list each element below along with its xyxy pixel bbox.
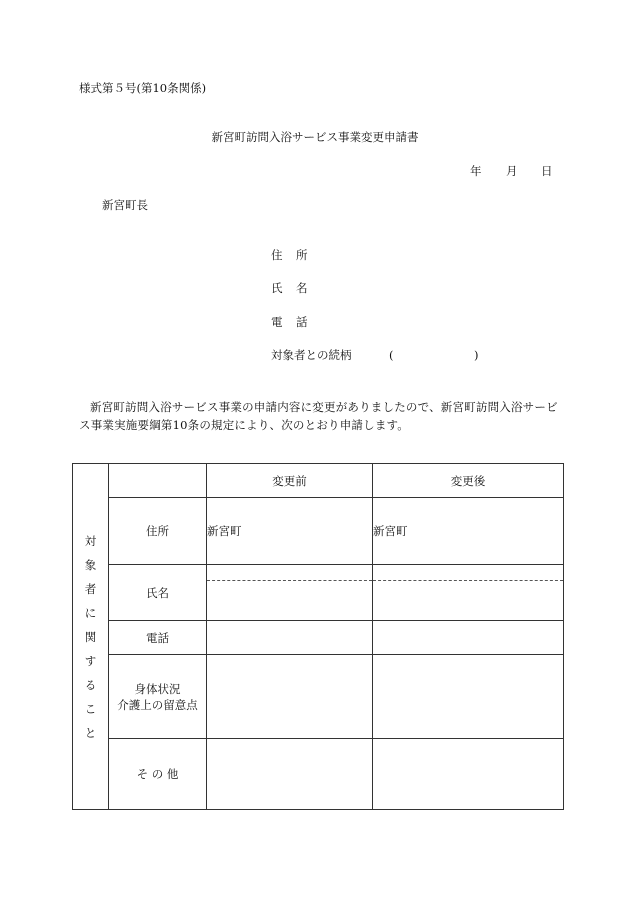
section-label-char: 象 [84, 557, 97, 572]
address-after-field[interactable]: 新宮町 [373, 498, 564, 565]
applicant-address-label: 住 所 [271, 248, 309, 262]
section-label-char: る [84, 677, 97, 692]
change-form-table [72, 463, 564, 810]
section-label-char: 対 [84, 533, 97, 548]
table-row-name-kana [73, 565, 564, 581]
addressee: 新宮町長 [102, 198, 148, 212]
relation-paren-open: ( [389, 348, 394, 362]
other-before-field[interactable] [207, 739, 373, 810]
row-label-condition-line1: 身体状況 [134, 681, 181, 696]
phone-before-field[interactable] [207, 621, 373, 655]
row-label-condition [109, 655, 207, 739]
section-label [73, 464, 109, 810]
table-row-phone [73, 621, 564, 655]
applicant-name-label: 氏 名 [271, 281, 309, 295]
relation-paren-close: ) [474, 348, 479, 362]
section-label-chars [73, 529, 108, 745]
row-label-name: 氏名 [109, 565, 207, 621]
form-number: 様式第５号(第10条関係) [79, 81, 207, 95]
table-header-row [73, 464, 564, 498]
address-before-field[interactable]: 新宮町 [207, 498, 373, 565]
other-after-field[interactable] [373, 739, 564, 810]
name-before-field[interactable] [207, 581, 373, 621]
applicant-phone-label: 電 話 [271, 315, 309, 329]
document-title: 新宮町訪問入浴サービス事業変更申請書 [211, 130, 419, 144]
section-label-char: す [84, 653, 97, 668]
phone-after-field[interactable] [373, 621, 564, 655]
name-kana-before-field[interactable] [207, 565, 373, 581]
name-kana-after-field[interactable] [373, 565, 564, 581]
name-after-field[interactable] [373, 581, 564, 621]
section-label-char: 関 [84, 629, 97, 644]
date-year: 年 [470, 164, 482, 178]
date-day: 日 [541, 164, 553, 178]
row-label-address: 住所 [109, 498, 207, 565]
row-label-condition-line2: 介護上の留意点 [117, 697, 198, 712]
date-month: 月 [506, 164, 518, 178]
table-row-condition [73, 655, 564, 739]
row-label-phone: 電話 [109, 621, 207, 655]
table-row-other [73, 739, 564, 810]
applicant-relation-label: 対象者との続柄 [271, 348, 352, 362]
application-statement: 新宮町訪問入浴サービス事業の申請内容に変更がありましたので、新宮町訪問入浴サービス事業実施要綱第10条の規定により、次のとおり申請します。 [79, 400, 558, 432]
header-empty-cell [109, 464, 207, 498]
condition-after-field[interactable] [373, 655, 564, 739]
condition-before-field[interactable] [207, 655, 373, 739]
section-label-char: 者 [84, 581, 97, 596]
row-label-other: そ の 他 [109, 739, 207, 810]
header-before: 変更前 [207, 464, 373, 498]
header-after: 変更後 [373, 464, 564, 498]
table-row-address [73, 498, 564, 565]
section-label-char: と [84, 725, 97, 740]
section-label-char: に [84, 605, 97, 620]
section-label-char: こ [84, 701, 97, 716]
